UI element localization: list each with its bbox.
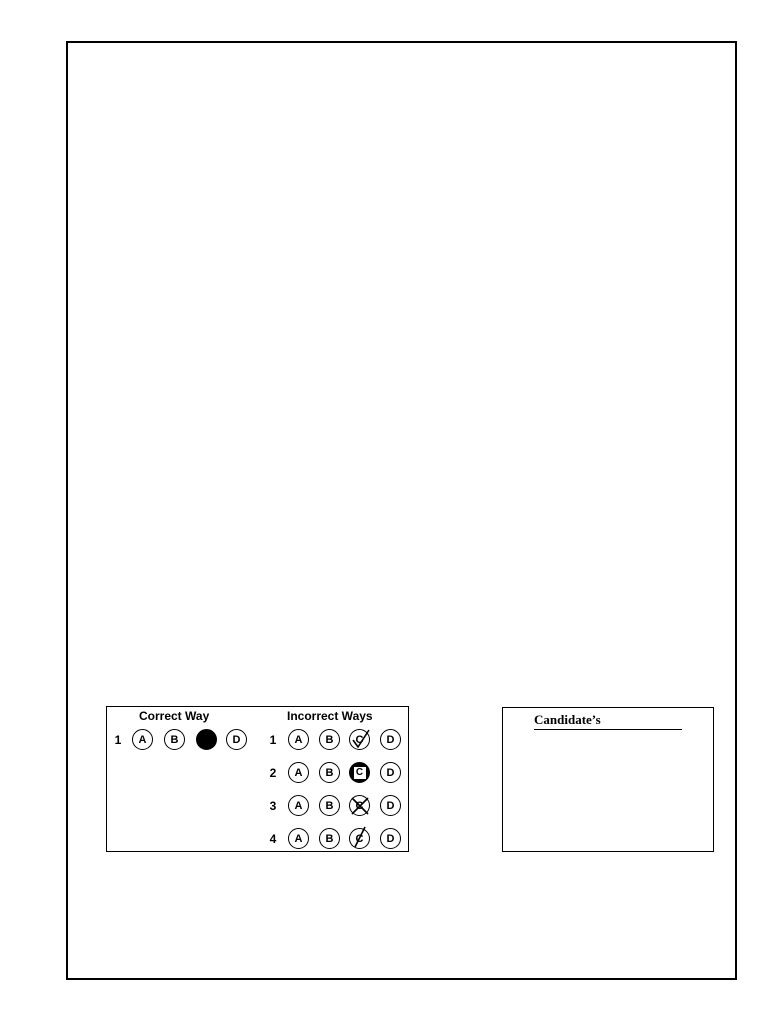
- incorrect-2-bubble-a: A: [288, 762, 309, 783]
- incorrect-3-bubble-b: B: [319, 795, 340, 816]
- marking-instructions-box: [106, 706, 409, 852]
- incorrect-4-bubble-a: A: [288, 828, 309, 849]
- incorrect-4-bubble-c: C: [349, 828, 370, 849]
- incorrect-2-bubble-d: D: [380, 762, 401, 783]
- correct-bubble-a: A: [132, 729, 153, 750]
- incorrect-row-1-number: 1: [269, 733, 277, 747]
- correct-row-number: 1: [114, 733, 122, 747]
- incorrect-marks-overlay: [107, 707, 410, 853]
- incorrect-row-3-number: 3: [269, 799, 277, 813]
- incorrect-2-bubble-c-label: C: [354, 767, 366, 779]
- cross-mark-icon: [352, 798, 368, 814]
- slash-mark-icon: [355, 827, 365, 847]
- correct-bubble-d: D: [226, 729, 247, 750]
- incorrect-2-bubble-b: B: [319, 762, 340, 783]
- incorrect-3-bubble-d: D: [380, 795, 401, 816]
- incorrect-ways-header: Incorrect Ways: [287, 709, 373, 723]
- correct-bubble-b: B: [164, 729, 185, 750]
- incorrect-3-bubble-a: A: [288, 795, 309, 816]
- correct-way-header: Correct Way: [139, 709, 210, 723]
- incorrect-row-2-number: 2: [269, 766, 277, 780]
- incorrect-1-bubble-d: D: [380, 729, 401, 750]
- candidate-box-title: Candidate’s: [534, 712, 682, 730]
- incorrect-1-bubble-a: A: [288, 729, 309, 750]
- incorrect-4-bubble-d: D: [380, 828, 401, 849]
- incorrect-1-bubble-b: B: [319, 729, 340, 750]
- tick-mark-icon: [353, 730, 369, 747]
- incorrect-3-bubble-c: C: [349, 795, 370, 816]
- incorrect-1-bubble-c: C: [349, 729, 370, 750]
- incorrect-row-4-number: 4: [269, 832, 277, 846]
- incorrect-4-bubble-b: B: [319, 828, 340, 849]
- candidate-box: [502, 707, 714, 852]
